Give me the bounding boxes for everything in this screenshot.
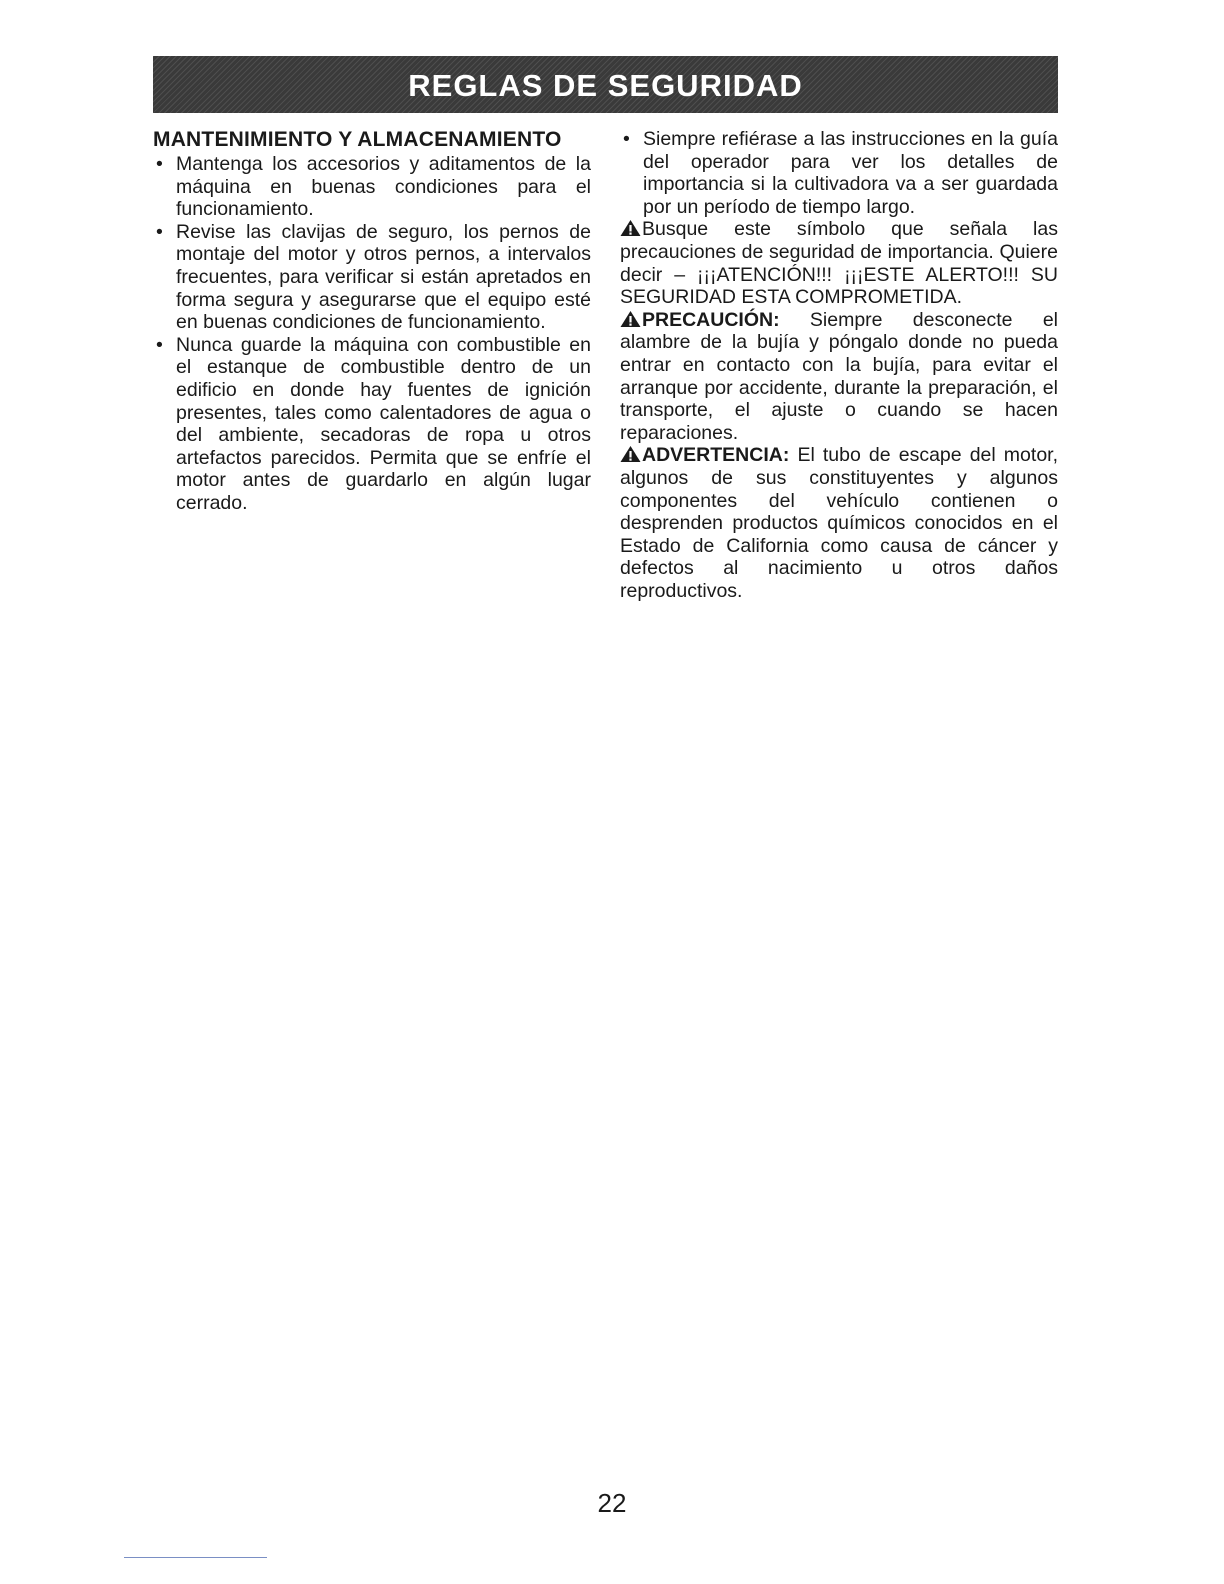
maintenance-list: [153, 153, 591, 515]
safety-alert-triangle-icon: [620, 445, 641, 463]
safety-alert-triangle-icon: [620, 310, 641, 328]
left-column: [153, 128, 591, 515]
page-title: REGLAS DE SEGURIDAD: [408, 67, 803, 103]
list-item: • Revise las clavijas de seguro, los pernos de montaje del motor y otros pernos, a intervalos frecuentes, para verificar si están apretados en forma segura y asegurarse que el equipo esté en buenas condiciones de funcionamiento.: [156, 220, 591, 334]
bullet-icon: •: [156, 220, 163, 243]
bullet-icon: •: [156, 153, 163, 175]
page-number: 22: [597, 1488, 627, 1518]
header-banner: [153, 56, 1058, 113]
safety-alert-triangle-icon: [620, 219, 641, 237]
warning-label: ADVERTENCIA:: [642, 444, 790, 467]
list-item: • Nunca guarde la máquina con combustible en el estanque de combustible dentro de un edificio en donde hay fuentes de ignición presentes, tales como calentadores de agua o del ambiente, secadoras de ropa u otros artefactos parecidos. Permita que se enfríe el motor antes de guardarlo en algún lugar cerrado.: [156, 333, 591, 514]
caution-label: PRECAUCIÓN:: [642, 308, 780, 331]
caution-note: PRECAUCIÓN: Siempre desconecte el alambre de la bujía y póngalo donde no pueda entrar en contacto con la bujía, para evitar el arranque por accidente, durante la preparación, el transporte, el ajuste o cuando se hacen reparaciones.: [620, 308, 1058, 444]
list-item: • Mantenga los accesorios y aditamentos de la máquina en buenas condiciones para el funcionamiento.: [156, 153, 591, 221]
bullet-icon: •: [156, 333, 163, 356]
section-heading: MANTENIMIENTO Y ALMACENAMIENTO: [153, 128, 562, 151]
symbol-note: Busque este símbolo que señala las precauciones de seguridad de importancia. Quiere decir – ¡¡¡ATENCIÓN!!! ¡¡¡ESTE ALERTO!!! SU SEGURIDAD ESTA COMPROMETIDA.: [620, 218, 1058, 309]
right-column: [620, 128, 1058, 602]
warning-note: ADVERTENCIA: El tubo de escape del motor, algunos de sus constituyentes y algunos componentes del vehículo contienen o desprenden productos químicos conocidos en el Estado de California como causa de cáncer y defectos al nacimiento u otros daños reproductivos.: [620, 444, 1058, 602]
list-item: • Siempre refiérase a las instrucciones en la guía del operador para ver los detalles de importancia si la cultivadora va a ser guardada por un período de tiempo largo.: [623, 128, 1058, 218]
footer-rule: [124, 1557, 267, 1558]
bullet-icon: •: [623, 128, 630, 150]
storage-list: [620, 128, 1058, 218]
